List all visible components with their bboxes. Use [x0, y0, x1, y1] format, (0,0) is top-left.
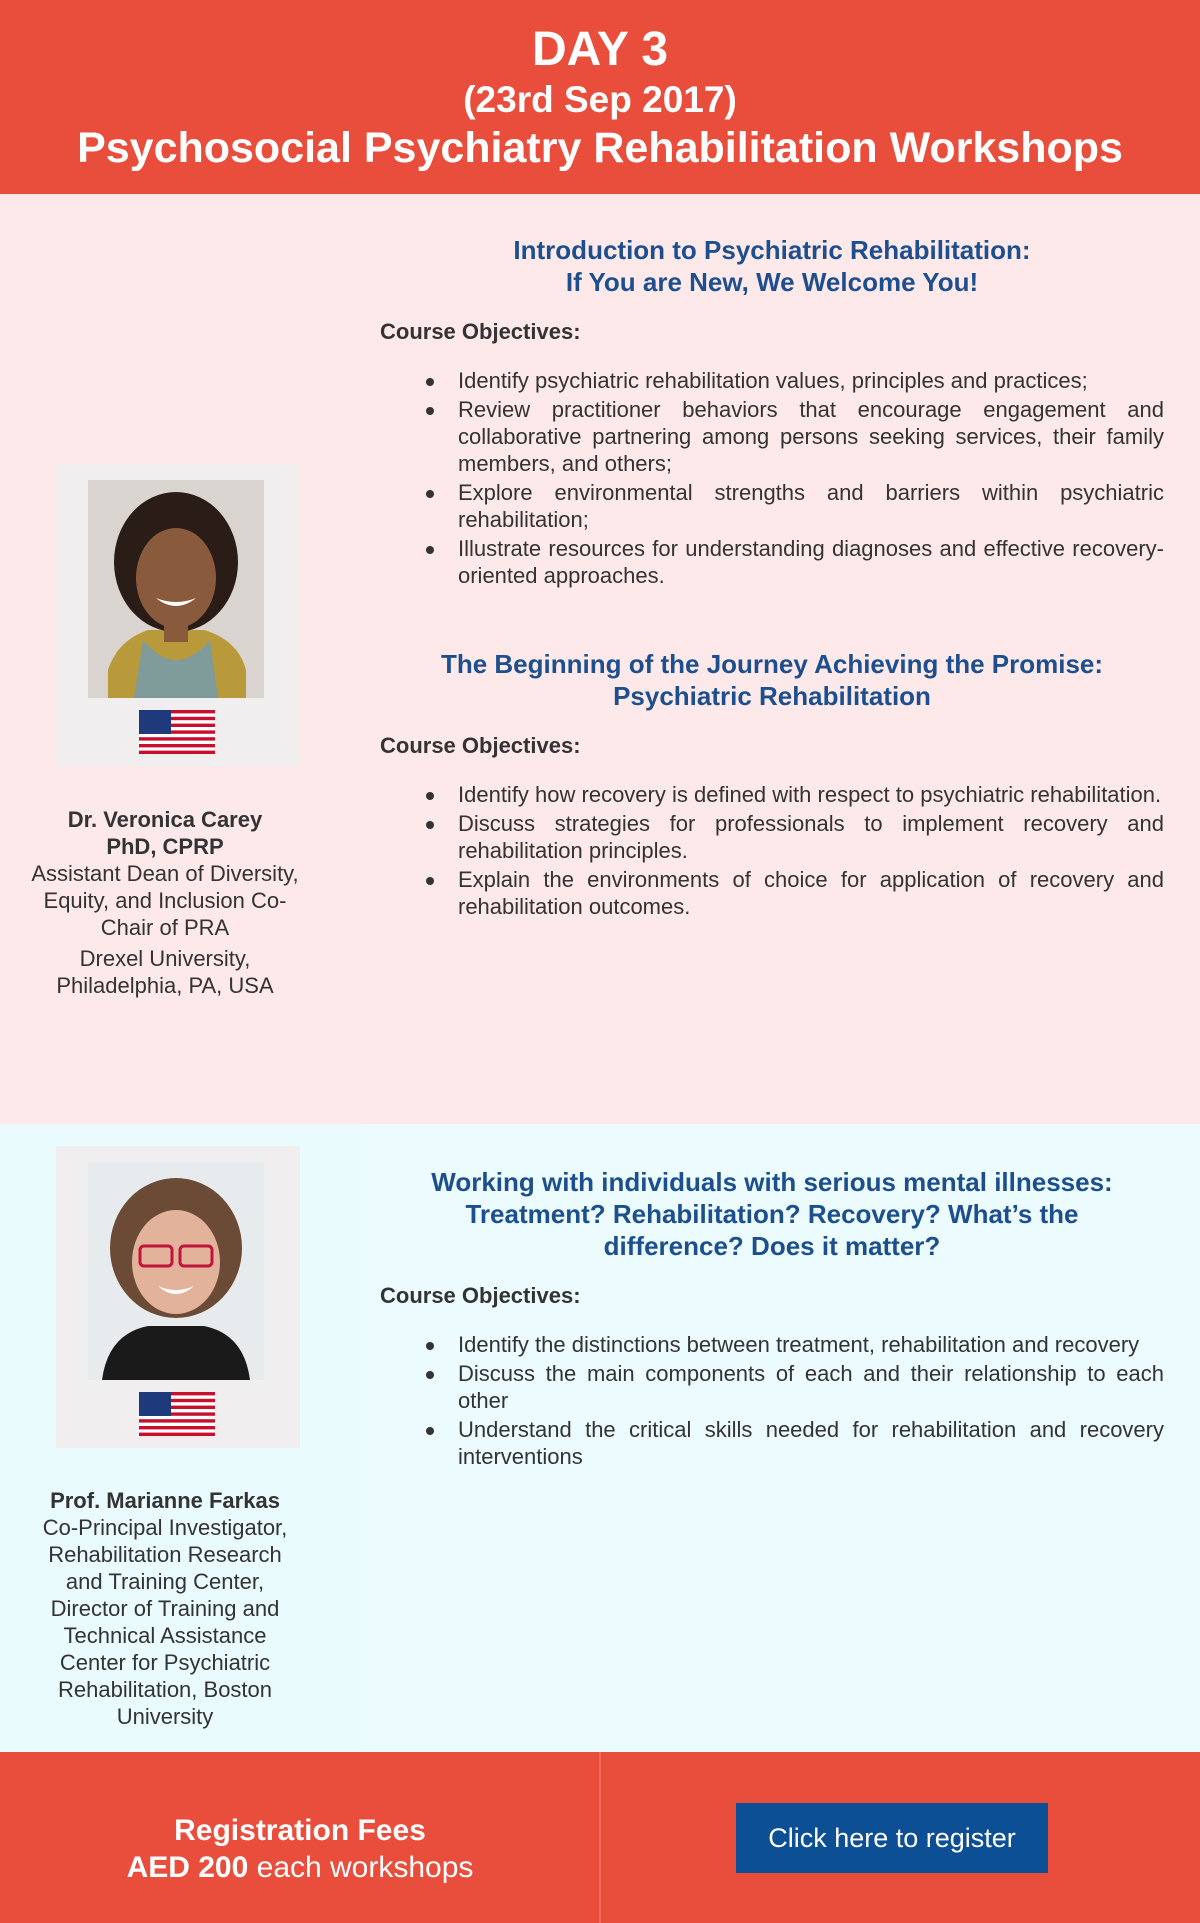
speaker-photo-card: [56, 464, 300, 766]
objectives-label: Course Objectives:: [380, 733, 581, 758]
speaker-affiliation: Center for Psychiatric Rehabilitation, Boston University: [57, 1650, 273, 1729]
course-title: [380, 648, 1164, 712]
objectives-label: Course Objectives:: [380, 319, 581, 344]
list-item: Discuss strategies for professionals to implement recovery and rehabilitation principles.: [380, 810, 1164, 864]
list-item: Identify how recovery is defined with respect to psychiatric rehabilitation.: [380, 781, 1164, 808]
register-button[interactable]: Click here to register: [736, 1803, 1048, 1873]
registration-fees: [0, 1812, 600, 1886]
course-title-line: difference? Does it matter?: [603, 1231, 941, 1261]
workshop-section-1: [0, 194, 1200, 1124]
list-item: Identify the distinctions between treatment, rehabilitation and recovery: [380, 1331, 1164, 1358]
list-item: Identify psychiatric rehabilitation values, principles and practices;: [380, 367, 1164, 394]
course-block-1: [380, 234, 1164, 591]
page-header: [0, 0, 1200, 194]
workshop-section-2: [0, 1124, 1200, 1752]
speaker-name: Dr. Veronica Carey: [67, 807, 263, 832]
course-title-line: Introduction to Psychiatric Rehabilitation:: [513, 235, 1031, 265]
usa-flag-icon: [139, 710, 215, 754]
objectives-label: Course Objectives:: [380, 1283, 581, 1308]
speaker-role: Co-Principal Investigator, Rehabilitation Research and Training Center, Director of Training and Technical Assistance: [42, 1515, 288, 1648]
bullet-icon: [426, 877, 434, 885]
bullet-icon: [426, 490, 434, 498]
fees-amount-line: [0, 1849, 600, 1886]
course-title: [380, 1166, 1164, 1262]
speaker-photo-card: [56, 1146, 300, 1448]
list-item: Review practitioner behaviors that encourage engagement and collaborative partnering among persons seeking services, their family members, and others;: [380, 396, 1164, 477]
course-title-line: If You are New, We Welcome You!: [565, 267, 979, 297]
course-block-2: [380, 648, 1164, 922]
bullet-icon: [426, 1371, 434, 1379]
fees-suffix: each workshops: [248, 1851, 474, 1884]
speaker-name: Prof. Marianne Farkas: [50, 1488, 280, 1513]
speaker-sidebar: [0, 1124, 360, 1752]
list-item: Discuss the main components of each and their relationship to each other: [380, 1360, 1164, 1414]
list-item: Understand the critical skills needed for rehabilitation and recovery interventions: [380, 1416, 1164, 1470]
list-item: Explore environmental strengths and barriers within psychiatric rehabilitation;: [380, 479, 1164, 533]
course-title-line: The Beginning of the Journey Achieving the Promise:: [440, 649, 1104, 679]
objectives-list: [380, 1331, 1164, 1470]
course-title: [380, 234, 1164, 298]
bullet-icon: [426, 378, 434, 386]
speaker-info: [30, 1487, 300, 1730]
event-date: (23rd Sep 2017): [463, 79, 737, 120]
speaker-sidebar: [0, 194, 360, 1124]
fees-amount: AED 200: [126, 1851, 249, 1884]
bullet-icon: [426, 792, 434, 800]
course-title-line: Psychiatric Rehabilitation: [613, 681, 931, 711]
speaker-affiliation: Drexel University, Philadelphia, PA, USA: [56, 946, 274, 998]
registration-footer: [0, 1752, 1200, 1923]
bullet-icon: [426, 821, 434, 829]
fees-label: Registration Fees: [174, 1814, 426, 1847]
page-title: Psychosocial Psychiatry Rehabilitation Workshops: [77, 124, 1123, 172]
list-item: Explain the environments of choice for application of recovery and rehabilitation outcomes.: [380, 866, 1164, 920]
objectives-list: [380, 781, 1164, 920]
bullet-icon: [426, 546, 434, 554]
speaker-info: [30, 806, 300, 999]
speaker-photo: [88, 1162, 264, 1380]
usa-flag-icon: [139, 1392, 215, 1436]
speaker-credentials: PhD, CPRP: [106, 834, 224, 859]
speaker-photo: [88, 480, 264, 698]
speaker-role: Assistant Dean of Diversity, Equity, and Inclusion Co-Chair of PRA: [31, 861, 299, 940]
course-title-line: Working with individuals with serious mental illnesses:: [431, 1167, 1113, 1197]
objectives-list: [380, 367, 1164, 589]
course-block-3: [380, 1166, 1164, 1472]
list-item: Illustrate resources for understanding diagnoses and effective recovery-oriented approaches.: [380, 535, 1164, 589]
day-heading: DAY 3: [531, 23, 669, 76]
bullet-icon: [426, 1342, 434, 1350]
bullet-icon: [426, 1427, 434, 1435]
course-title-line: Treatment? Rehabilitation? Recovery? What’s the: [465, 1199, 1079, 1229]
bullet-icon: [426, 407, 434, 415]
